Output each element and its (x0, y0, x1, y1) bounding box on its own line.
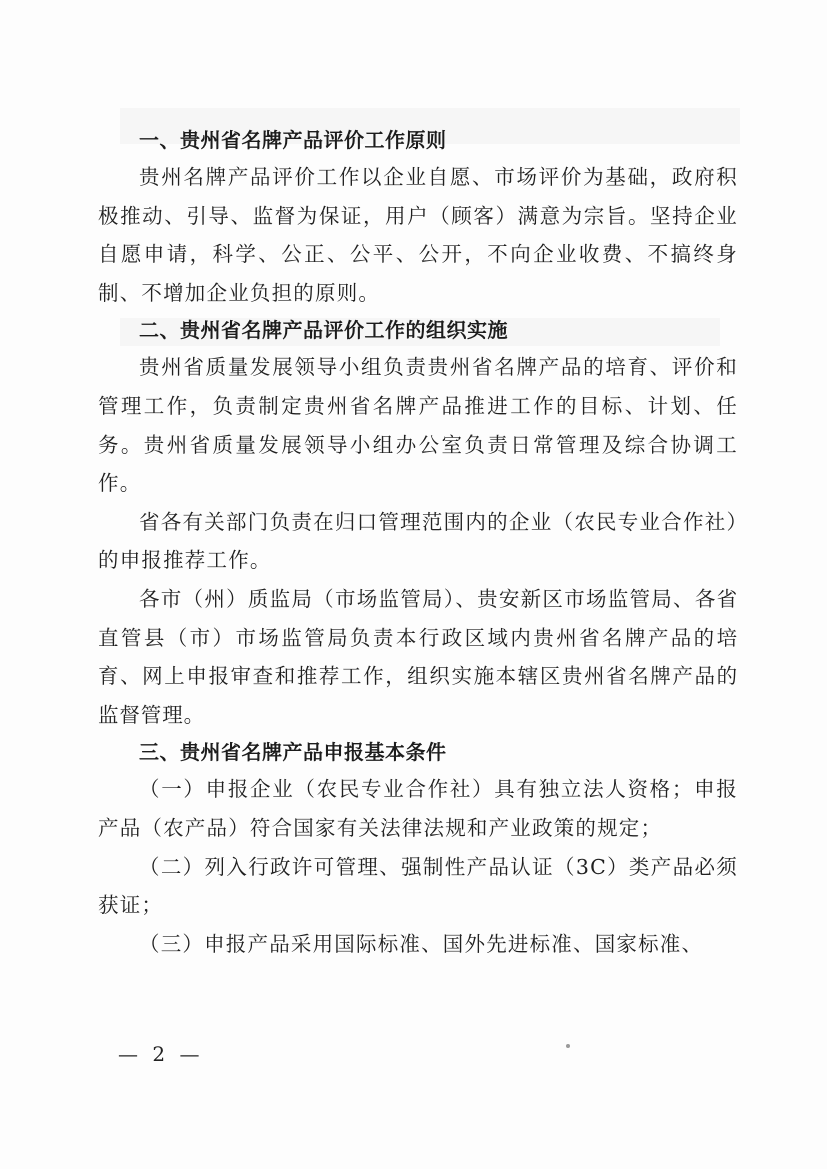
section-3-item-2: （二）列入行政许可管理、强制性产品认证（3C）类产品必须获证； (98, 854, 738, 918)
section-2-paragraph-2: 省各有关部门负责在归口管理范围内的企业（农民专业合作社）的申报推荐工作。 (98, 509, 738, 573)
scan-speck (566, 1044, 570, 1048)
document-body (98, 122, 738, 963)
page-number: — 2 — (118, 1042, 204, 1066)
section-1-heading: 一、贵州省名牌产品评价工作原则 (139, 128, 447, 152)
section-1-paragraph: 贵州名牌产品评价工作以企业自愿、市场评价为基础，政府积极推动、引导、监督为保证，用户（顾客）满意为宗旨。坚持企业自愿申请，科学、公正、公平、公开，不向企业收费、不搞终身制、不增加企业负担的原则。 (98, 165, 738, 305)
section-3-heading: 三、贵州省名牌产品申报基本条件 (139, 740, 447, 765)
section-3-item-1: （一）申报企业（农民专业合作社）具有独立法人资格；申报产品（农产品）符合国家有关法律法规和产业政策的规定； (98, 777, 738, 840)
section-2-paragraph-3: 各市（州）质监局（市场监管局）、贵安新区市场监管局、各省直管县（市）市场监管局负责本行政区域内贵州省名牌产品的培育、网上申报审查和推荐工作，组织实施本辖区贵州省名牌产品的监督管理。 (98, 586, 738, 727)
section-2-paragraph-1: 贵州省质量发展领导小组负责贵州省名牌产品的培育、评价和管理工作，负责制定贵州省名牌产品推进工作的目标、计划、任务。贵州省质量发展领导小组办公室负责日常管理及综合协调工作。 (98, 355, 738, 496)
section-2-heading: 二、贵州省名牌产品评价工作的组织实施 (139, 318, 508, 343)
section-3-item-3: （三）申报产品采用国际标准、国外先进标准、国家标准、 (139, 931, 704, 956)
